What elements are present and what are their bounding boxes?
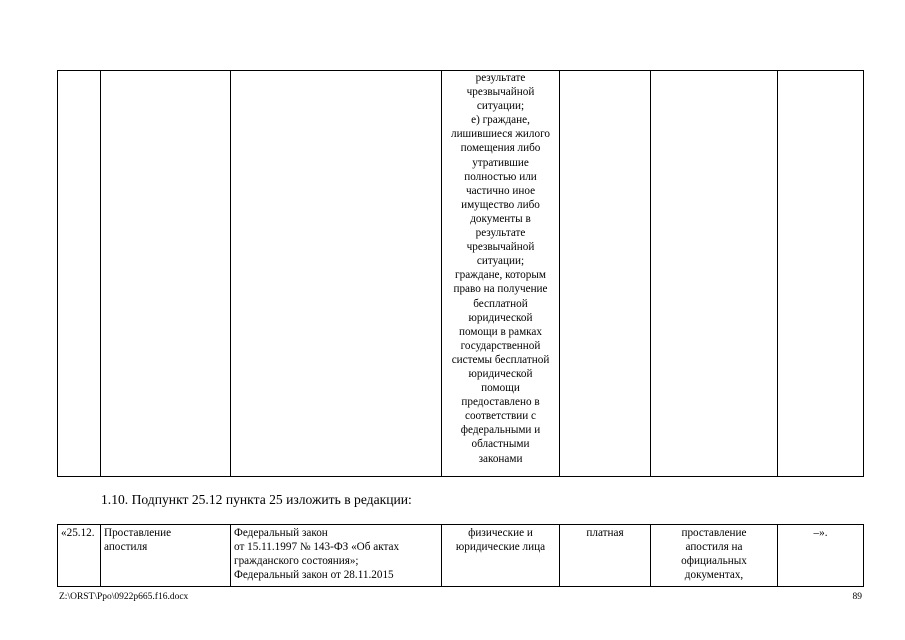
cell-payment: платная — [586, 527, 624, 539]
table-cell — [101, 71, 231, 477]
amendment-table — [57, 524, 864, 587]
cell-number: «25.12. — [61, 527, 95, 539]
page-number: 89 — [852, 592, 862, 602]
cell-result: проставление апостиля на официальных документах, — [681, 527, 747, 582]
table-cell — [231, 71, 442, 477]
table-cell — [778, 525, 864, 587]
continued-table — [57, 70, 864, 477]
footer-file-path: Z:\ORST\Ppo\0922p665.f16.docx — [59, 592, 189, 602]
table-cell — [442, 525, 560, 587]
amendment-heading: 1.10. Подпункт 25.12 пункта 25 изложить в редакции: — [101, 492, 412, 507]
table-cell — [651, 71, 778, 477]
table-cell — [560, 71, 651, 477]
cell-service: Проставление апостиля — [104, 527, 172, 554]
table-cell — [651, 525, 778, 587]
table-cell — [58, 71, 101, 477]
table-row — [58, 525, 864, 587]
table-cell — [101, 525, 231, 587]
cell-recipients: физические и юридические лица — [455, 527, 546, 554]
table-cell — [560, 525, 651, 587]
table-cell — [778, 71, 864, 477]
cell-end-mark: –». — [813, 527, 828, 539]
table-row — [58, 71, 864, 477]
table-cell-recipients — [442, 71, 560, 477]
table-cell — [58, 525, 101, 587]
table-cell — [231, 525, 442, 587]
cell-recipients-text: результате чрезвычайной ситуации; е) граждане, лишившиеся жилого помещения либо утратившие полностью или частично иное имущество либо документы в результате чрезвычайной ситуации; граждане, которым право на получение бесплатной юридической помощи в рамках государственной системы бесплатной юридической помощи предоставлено в соответствии с федеральными и областными законами — [450, 72, 550, 465]
cell-legal-basis: Федеральный закон от 15.11.1997 № 143-ФЗ «Об актах гражданского состояния»; Федеральный закон от 28.11.2015 — [234, 527, 400, 582]
